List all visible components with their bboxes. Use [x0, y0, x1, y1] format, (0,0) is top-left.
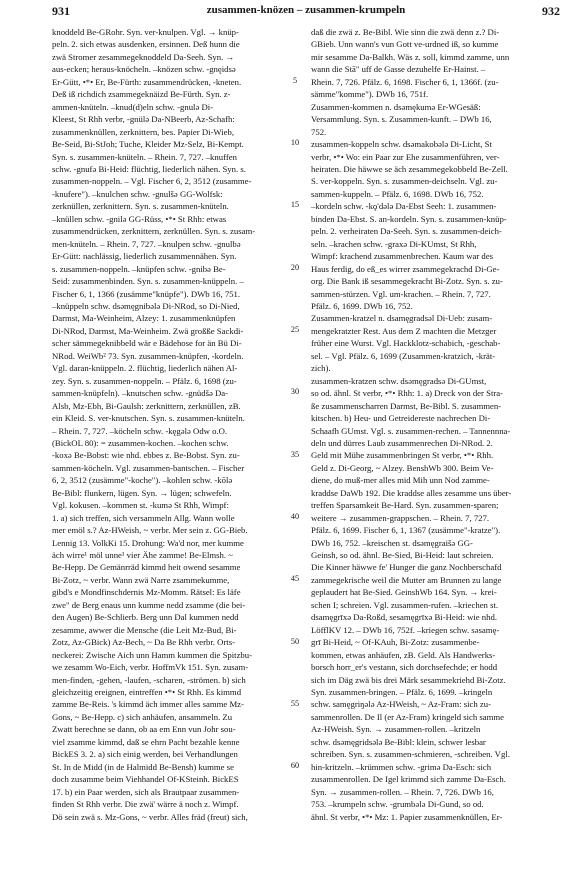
right-column-line: Pfälz. 6, 1699. Fischer 6, 1, 1367 (zusämme"-kratze").: [311, 525, 501, 536]
right-column-line: 753. –krumpeln schw. -grumbələ Di-Gund, so od.: [311, 799, 484, 810]
right-column-line: dsamęgrīxə Da-Roßd, sesamęgrīxə Bi-Heid: wie nhd.: [311, 612, 498, 623]
line-number: 15: [290, 200, 300, 210]
left-column-line: men-finden, -gehen, -laufen, -scharen, -strömen. b) sich: [52, 674, 246, 685]
left-column-line: zamme Be-Reis. 's kimmd äch immer alles samme Mz-: [52, 699, 244, 710]
right-column-line: Rhein. 7, 726. Pfälz. 6, 1698. Fischer 6, 1, 1366f. (zu-: [311, 76, 499, 87]
line-number: 45: [290, 574, 300, 584]
right-column-line: ähnl. St verbr, •*• Mz: 1. Papier zusammenknüllen, Er-: [311, 811, 503, 822]
left-column-line: BickES 3. 2. a) sich einig werden, bei Verhandlungen: [52, 749, 238, 760]
right-column-line: sammenrollen. De Il (er Az-Fram) kringeld sich samme: [311, 711, 504, 722]
right-column-line: Haus ferdig, do eß_es wirrer zsammegekrachd Di-Ge-: [311, 263, 500, 274]
left-column-line: zesamme, awwer die Mensche (die Leit Mz-Bud, Bi-: [52, 624, 237, 635]
right-column-line: borsch horr_er's vestann, sich dorchsefechde; er hodd: [311, 662, 498, 673]
right-column: [311, 26, 541, 823]
right-column-line: –kordeln schw. -kǫ'dələ Da-Ebst Seeh: 1. zusammen-: [311, 201, 497, 212]
left-column-line: Di-NRod, Darmst, Ma-Weinheim. Zwä großße Sackdi-: [52, 325, 244, 336]
line-number: 60: [290, 761, 300, 771]
left-column-line: Alsb, Mz-Ebh, Bi-Gaulsh: zerknittern, zerknüllen, zB.: [52, 400, 241, 411]
right-column-line: treffen Sparsamkeit Be-Hard. Syn. zusammen-sparen;: [311, 500, 499, 511]
right-column-line: Schaafh GUmst. Vgl. s. zusammen-rechen. – Tannennna-: [311, 425, 511, 436]
left-column-line: sammen-köcheln. Vgl. zusammen-bantschen. – Fischer: [52, 462, 245, 473]
right-column-line: ße zusammenscharren Darmst, Be-Bibl. S. zusammen-: [311, 400, 502, 411]
left-column-line: -knufere"). –knulchen schw. -gnulšə GG-Wolfsk:: [52, 188, 223, 199]
right-column-line: sammen-stürzen. Vgl. um-krachen. – Rhein. 7, 727.: [311, 288, 491, 299]
left-column-line: zwe" de Berg enaus unn kumme nedd zsamme (die bei-: [52, 599, 246, 610]
line-number: 10: [290, 138, 300, 148]
left-column-line: (BickOL 80): = zusammen-kochen. –kochen schw.: [52, 437, 229, 448]
left-column-line: zerknüllen, zerknittern. Syn. s. zusammen-knüteln.: [52, 201, 229, 212]
left-column-line: Vgl. daran-knüppeln. 2. flüchtig, liederlich nähen Al-: [52, 363, 238, 374]
right-column-line: früher eine Wurst. Vgl. Hackklotz-schabich, -geschab-: [311, 338, 501, 349]
left-column-line: Lennig 13. VolkKi 15. Drohung: Wa'd nor, mer kumme: [52, 537, 244, 548]
left-column-line: mer emöl s.? Az-HWeish, ~ verbr. Mer sein z. GG-Bieb.: [52, 525, 248, 536]
right-column-line: Syn. zusammen-bringen. – Pfälz. 6, 1699. –kringeln: [311, 687, 493, 698]
left-column-line: Deß iß richdich zsammegeknäizd Be-Fürth. Syn. z-: [52, 89, 231, 100]
left-column-line: Bi-Zotz, ~ verbr. Wann zwä Narre zsammekumme,: [52, 574, 230, 585]
left-column-line: men-knüteln. – Rhein. 7, 727. –knulpen schw. -gnulbə: [52, 238, 241, 249]
right-column-line: heiraten. Die häwwe se äch zesammegekobbeld Be-Zell.: [311, 163, 508, 174]
left-column-line: Dö sein zwä s. Mz-Gons, ~ verbr. Alles fräd (freut) sich,: [52, 811, 248, 822]
right-column-line: kitschen. b) Heu- und Getreidereste nachrechen Di-: [311, 413, 491, 424]
right-column-line: DWb 16, 752. –kreischen st. dsəmęgraišə GG-: [311, 537, 473, 548]
right-column-line: deln und dürres Laub zusammenrechen Di-NRod. 2.: [311, 437, 493, 448]
left-column-line: 1. a) sich treffen, sich versammeln Allg. Wann wolle: [52, 512, 235, 523]
right-column-line: Geld z. Di-Georg, ~ Alzey. BenshWb 300. Beim Ve-: [311, 462, 494, 473]
left-column-line: schw. -gnufə Bi-Heid: flüchtig, liederlich nähen. Syn. s.: [52, 163, 246, 174]
right-column-line: sämme"komme"). DWb 16, 751f.: [311, 89, 429, 100]
right-column-line: daß die zwä z. Be-Bibl. Wie sinn die zwä denn z.? Di-: [311, 27, 500, 37]
right-column-line: Geld mit Mühe zusammenbringen St verbr, •*• Rhh.: [311, 450, 494, 461]
left-column-line: s. zusammen-noppeln. –knüpfen schw. -gnibə Be-: [52, 263, 226, 274]
left-column-line: Darmst, Ma-Weinheim, Alzey: 1. zusammenknüpfen: [52, 313, 236, 324]
right-column-line: binden Da-Ebst. S. an-kordeln. Syn. s. zusammen-knüp-: [311, 213, 507, 224]
right-column-line: weitere → zusammen-grappschen. – Rhein. 7, 727.: [311, 512, 490, 523]
left-column-line: gibd's e Mondfinschdernis Mz-Momm. Rätsel: Es läfe: [52, 587, 241, 598]
left-column-line: äch wirre¹ möl unne¹ vier Ähe zamme! Be-Elmsh. ~: [52, 550, 233, 561]
line-number: 25: [290, 325, 300, 335]
left-column-line: ein Kleid. S. ver-knutschen. Syn. s. zusammen-knüteln.: [52, 413, 245, 424]
right-column-line: peln. 2. verheiraten Da-Seeh. Syn. s. zusammen-deich-: [311, 226, 502, 237]
right-column-line: sel. – Vgl. Pfälz. 6, 1699 (Zusammen-kratzich, -krät-: [311, 350, 496, 361]
left-column-line: Be-Hepp. De Gemänrräd kimmd heit owend sesamme: [52, 562, 241, 573]
right-column-line: GBieb. Unn wann's vun Gott ve-urdned iß, so kumme: [311, 39, 499, 50]
right-column-line: org. Die Bank iß sesammegekracht Bi-Zotz. Syn. s. zu-: [311, 276, 503, 287]
left-column-line: scher sämmegeknibbeld wär e Bädehose for än Bü Di-: [52, 338, 242, 349]
left-column-line: neckerei: Zwische Aich unn Hamm kummen die Spitzbu-: [52, 649, 253, 660]
right-column-line: seln. –krachen schw. -graxə Di-KUmst, St Rhh,: [311, 238, 477, 249]
right-column-line: zich).: [311, 363, 331, 374]
right-column-line: hin-kritzeln. –krümmen schw. -grimə Da-Esch: sich: [311, 761, 492, 772]
left-column-line: gleichzeitig ereignen, eintreffen •*• St Rhh. Es kimmd: [52, 687, 242, 698]
left-column-line: sammen-knüpfeln). –knutschen schw. -gnüdšə Da-: [52, 388, 229, 399]
left-column-line: Zwatt berechne se dann, ob aa em Enn vun Johr sou-: [52, 724, 236, 735]
right-column-line: sich im Däg zwä bis drei Märk sesammekriehd Bi-Zotz.: [311, 674, 506, 685]
left-column-line: peln. 2. sich etwas ausdenken, ersinnen. Deß hunn die: [52, 39, 240, 50]
running-title: zusammen-knözen – zusammen-krumpeln: [206, 4, 406, 16]
right-column-line: schen I; schreien. Vgl. zusammen-rufen. –kriechen st.: [311, 599, 499, 610]
left-column-line: Be-Seid, Bi-StJoh; Tuche, Kleider Mz-Selz, Bi-Kempt.: [52, 139, 244, 150]
right-column-line: Syn. → zusammen-rollen. – Rhein. 7, 726. DWb 16,: [311, 786, 494, 797]
right-column-line: zusammen-koppeln schw. dsəmakobələ Di-Licht, St: [311, 139, 492, 150]
right-column-line: mir sesamme Da-Balkh. Wäs z. soll, kimmd zamme, unn: [311, 51, 510, 62]
left-column-line: -koxə Be-Bobst: wie nhd. ebbes z. Be-Bobst. Syn. zu-: [52, 450, 240, 461]
right-column-line: zammegekrische weil die Mutter am Brunnen zu lange: [311, 574, 502, 585]
right-column-line: mengekratzter Rest. Aus dem Z machten die Metzger: [311, 325, 497, 336]
right-page-number: 932: [542, 4, 560, 18]
left-column-line: finden St Rhh verbr. Die zwä' wärre ä noch z. Wimpf.: [52, 799, 239, 810]
left-column-line: –knüllen schw. -gnilə GG-Rüss, •*• St Rhh: etwas: [52, 213, 227, 224]
right-column-line: schw. samęgriŋələ Az-HWeish, ~ Az-Fram: sich zu-: [311, 699, 491, 710]
left-column-line: zusammendrücken, zerknittern, zerknüllen. Syn. s. zusam-: [52, 226, 256, 237]
left-column-line: – Rhein. 7, 727. –köcheln schw. -kęgələ Odw o.O.: [52, 425, 228, 436]
right-column-line: Az-HWeish. Syn. → zusammen-rollen. –kritzeln: [311, 724, 481, 735]
right-column-line: schw. dsəmęgridsələ Be-Bibl: klein, schwer lesbar: [311, 736, 486, 747]
right-column-line: Versammlung. Syn. s. Zusammen-kunft. – DWb 16,: [311, 114, 492, 125]
left-column-line: viel zsamme kimmd, daß se ehrn Pacht bezahle kenne: [52, 736, 240, 747]
right-column-line: wann die Stā" uff de Gasse dezuhelfe Er-Hainst. –: [311, 64, 486, 75]
left-column-line: –knüppeln schw. dsəmęgnibələ Di-NRod, so Di-Nied,: [52, 300, 240, 311]
line-number: 35: [290, 449, 300, 459]
left-column-line: Gons, ~ Be-Hepp. c) sich anhäufen, ansammeln. Zu: [52, 711, 233, 722]
left-column-line: Syn. s. zusammen-knüteln. – Rhein. 7, 727. –knuffen: [52, 151, 237, 162]
right-column-line: schreiben. Syn. s. zusammen-schmieren, -schreiben. Vgl.: [311, 749, 510, 760]
right-column-line: zusammenrollen. De Igel krimmd sich zamme Da-Esch.: [311, 774, 506, 785]
left-column-line: Kleest, St Rhh verbr, -gnülə Da-NBeerb, Az-Schafh:: [52, 114, 235, 125]
left-column-line: NRod. WeiWb² 73. Syn. zusammen-knüpfen, -kordeln.: [52, 350, 244, 361]
left-column-line: Be-Bibl: flunkern, lügen. Syn. → lügen; schwefeln.: [52, 487, 232, 498]
right-column-line: so od. ähnl. St verbr, •*• Rhh: 1. a) Dreck von der Stra-: [311, 388, 503, 399]
left-column-line: Seid: zusammenbinden. Syn. s. zusammen-knüppeln. –: [52, 276, 244, 287]
left-column-line: Er-Gütt: nachlässig, liederlich zusammennähen. Syn.: [52, 251, 237, 262]
left-column-line: ammen-knüteln. –knud(d)eln schw. -gnulə Di-: [52, 101, 214, 112]
line-number: 50: [290, 636, 300, 646]
left-column-line: Er-Gütt, •*• Er, Be-Fürth: zusammendrücken, -kneten.: [52, 76, 242, 87]
right-column-line: Zusammen-kommen n. dsəmękumə Er-WGesäß:: [311, 101, 481, 112]
left-column-line: Vgl. kokusen. –kommen st. -kumə St Rhh, Wimpf:: [52, 500, 229, 511]
line-number: 40: [290, 511, 300, 521]
right-column-line: LöfflKV 12. – DWb 16, 752f. –kriegen schw. səsamę-: [311, 624, 500, 635]
left-column-line: St. In de Midd (in de Halmidd Be-Bensh) kumme se: [52, 761, 234, 772]
right-column-line: geplaudert hat Be-Sied. GeinshWb 164. Syn. → krei-: [311, 587, 497, 598]
page-header: [52, 4, 560, 24]
right-column-line: Wimpf: krachend zusammenbrechen. Kaum war des: [311, 251, 494, 262]
left-column: [52, 26, 282, 823]
left-column-line: zusammen-noppeln. – Vgl. Fischer 6, 2, 3512 (zusamme-: [52, 176, 252, 187]
line-number: 55: [290, 698, 300, 708]
left-page-number: 931: [52, 4, 70, 18]
left-column-line: we zesamm Wo-Eich, verbr. HoffmVk 151. Syn. zusam-: [52, 662, 249, 673]
right-column-line: diene, do muß-mer alles mid Mih unn Nod zamme-: [311, 475, 490, 486]
right-column-line: kraddse DaWb 192. Die kraddse alles zesamme uns über-: [311, 487, 512, 498]
left-column-line: 6, 2, 3512 (zusämme"-koche"). –kohlen schw. -kōlə: [52, 475, 233, 486]
right-column-line: Die Kinner häwwe fe' Hunger die ganz Nochberschafd: [311, 562, 502, 573]
right-column-line: verbr, •*• Wo: ein Paar zur Ehe zusammenführen, ver-: [311, 151, 500, 162]
left-column-line: Fischer 6, 1, 1366 (zusämme"knüpfe"). DWb 16, 751.: [52, 288, 241, 299]
left-column-line: 17. b) ein Paar werden, sich als Brautpaar zusammen-: [52, 786, 240, 797]
left-column-line: zwä Stromer zesammegeknoddeld Da-Seeh. Syn. →: [52, 51, 235, 62]
left-column-line: aus-ecken; heraus-knöcheln. –knözen schw. -gnęidsə: [52, 64, 236, 75]
left-column-line: Zotz, Az-GBick) Az-Bech, ~ Da Be Rhh verbr. Orts-: [52, 637, 235, 648]
right-column-line: zusammen-kratzen schw. dsəmęgradsə Di-GUmst,: [311, 375, 487, 386]
left-column-line: knoddeld Be-GRohr. Syn. ver-knulpen. Vgl. → knüp-: [52, 27, 239, 37]
right-column-line: Geinsh, so od. ähnl. Be-Sied, Bi-Heid: laut schreien.: [311, 550, 494, 561]
left-column-line: zusammenknüllen, zerknittern, bes. Papier Di-Wieb,: [52, 126, 235, 137]
line-number: 20: [290, 262, 300, 272]
right-column-line: S. ver-koppeln. Syn. s. zusammen-deichseln. Vgl. zu-: [311, 176, 498, 187]
line-number: 5: [292, 75, 298, 85]
right-column-line: Pfälz. 6, 1699. DWb 16, 752.: [311, 300, 413, 311]
right-column-line: 752.: [311, 126, 327, 137]
left-column-line: doch zusamme beim Viehhandel Of-KSteinh. BickES: [52, 774, 239, 785]
line-number: 30: [290, 387, 300, 397]
right-column-line: grī Bi-Heid, ~ Of-KAuh, Bi-Zotz: zusammenbe-: [311, 637, 480, 648]
right-column-line: Zusammen-kratzel n. dsamęgradsəl Di-Ueb: zusam-: [311, 313, 493, 324]
right-column-line: kommen, etwas anhäufen, zB. Geld. Als Handwerks-: [311, 649, 496, 660]
left-column-line: zey. Syn. s. zusammen-noppeln. – Pfälz. 6, 1698 (zu-: [52, 375, 237, 386]
right-column-line: sammen-kuppeln. – Pfälz. 6, 1698. DWb 16, 752.: [311, 188, 484, 199]
left-column-line: den Augen) Be-Schlierb. Berg unn Dal kummen nedd: [52, 612, 239, 623]
